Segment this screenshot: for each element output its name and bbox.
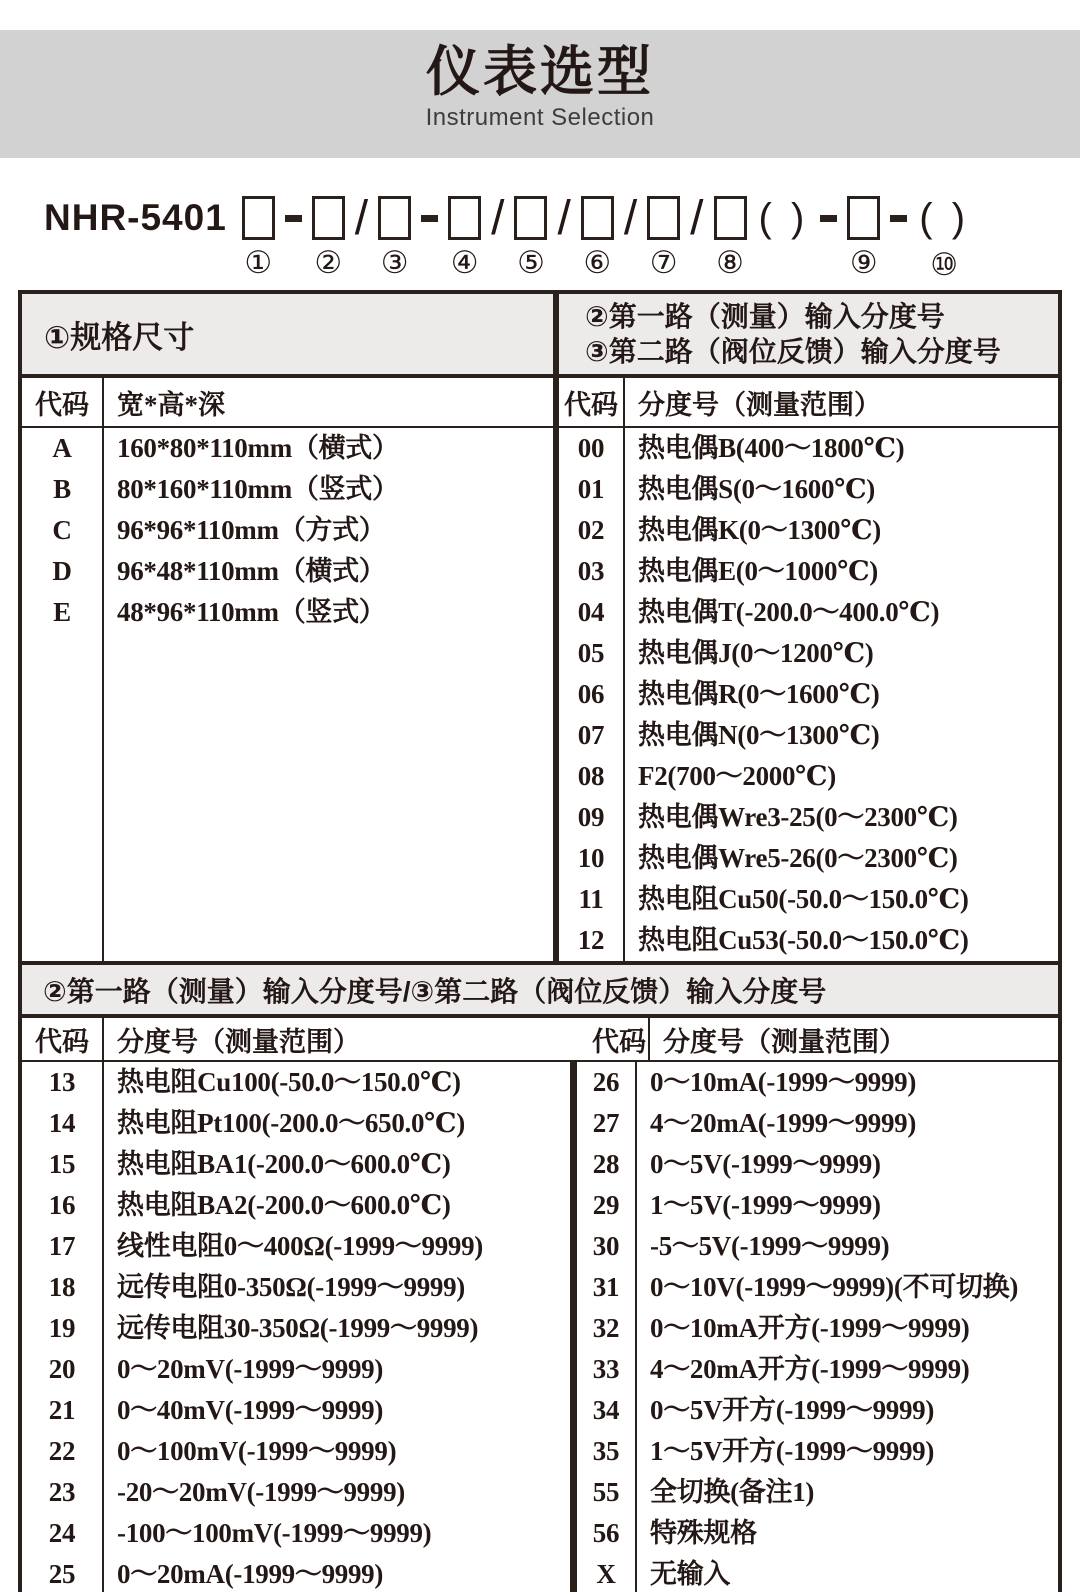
spec-size-cell: 96*96*110mm（方式） [117, 515, 386, 545]
section2-code-cell: 56 [592, 1518, 620, 1548]
input-code-cell: 03 [577, 556, 605, 586]
model-segment [421, 194, 438, 283]
section2-range-cell: 无输入 [650, 1559, 731, 1589]
input-section-band [559, 294, 1058, 378]
dash-separator [890, 194, 907, 242]
paren-group: ( ) [758, 195, 809, 240]
section2-code-cell: 34 [592, 1395, 620, 1425]
model-code-box [714, 196, 747, 240]
input-code-column [559, 428, 625, 961]
input-range-cell: F2(700～2000℃) [638, 761, 836, 791]
section2-code-cell: 31 [592, 1272, 620, 1302]
spec-code-cell: B [53, 474, 71, 504]
model-segment [491, 191, 505, 283]
section2-code-cell: 24 [48, 1518, 76, 1548]
circled-number: ⑥ [583, 245, 612, 281]
input-range-cell: 热电偶R(0～1600℃) [638, 679, 880, 709]
model-code-box [847, 196, 880, 240]
spec-rows [22, 428, 553, 961]
input-section-title-line1: ②第一路（测量）输入分度号 [585, 301, 945, 332]
spec-code-cell: A [52, 433, 72, 463]
section2-range-cell: 远传电阻30-350Ω(-1999～9999) [117, 1313, 479, 1343]
section2-code-cell: 25 [48, 1559, 76, 1589]
spec-size-cell: 48*96*110mm（竖式） [117, 597, 386, 627]
section2-header-range-right: 分度号（测量范围） [663, 1026, 906, 1057]
section2-code-cell: 18 [48, 1272, 76, 1302]
dash-separator [820, 194, 837, 242]
model-code-box [242, 196, 275, 240]
input-code-cell: 06 [577, 679, 605, 709]
input-header-code: 代码 [559, 378, 625, 426]
section2-range-cell: 特殊规格 [650, 1518, 757, 1548]
input-range-cell: 热电偶J(0～1200℃) [638, 638, 874, 668]
section2-header-code-right: 代码 [590, 1018, 650, 1060]
section2-range-cell: 0～10mA开方(-1999～9999) [650, 1313, 970, 1343]
model-segment [890, 194, 907, 283]
section2-code-cell: 14 [48, 1108, 76, 1138]
page-title: 仪表选型 [426, 42, 654, 102]
model-code-box [378, 196, 411, 240]
section2-code-cell: 27 [592, 1108, 620, 1138]
model-segment [242, 194, 275, 281]
input-range-cell: 热电偶T(-200.0～400.0℃) [638, 597, 940, 627]
model-code-box [514, 196, 547, 240]
model-segment [690, 191, 704, 283]
spec-size-cell: 160*80*110mm（横式） [117, 433, 399, 463]
section2-code-cell: 20 [48, 1354, 76, 1384]
slash-separator: / [557, 191, 571, 245]
spec-code-cell: C [52, 515, 72, 545]
section2-code-cell: 28 [592, 1149, 620, 1179]
model-code-segments [242, 191, 981, 283]
section2-code-cell: 35 [592, 1436, 620, 1466]
spec-code-column [22, 428, 104, 961]
input-section-title-line2: ③第二路（阀位反馈）输入分度号 [585, 336, 1001, 367]
input-code-cell: 12 [577, 925, 605, 955]
slash-separator: / [623, 191, 638, 245]
section2-code-cell: 55 [592, 1477, 620, 1507]
model-segment [448, 194, 481, 281]
spec-size-cell: 96*48*110mm（横式） [117, 556, 386, 586]
input-code-cell: 08 [577, 761, 605, 791]
section2-range-cell: -5～5V(-1999～9999) [650, 1231, 890, 1261]
section2-range-cell: 1～5V(-1999～9999) [650, 1190, 881, 1220]
section2-code-cell: 26 [592, 1067, 620, 1097]
input-range-cell: 热电阻Cu53(-50.0～150.0℃) [638, 925, 969, 955]
input-range-cell: 热电阻Cu50(-50.0～150.0℃) [638, 884, 969, 914]
section2-range-cell: 远传电阻0-350Ω(-1999～9999) [117, 1272, 465, 1302]
dash-shape [421, 215, 438, 222]
spec-header-row [22, 378, 553, 428]
section2-range-cell: 0～20mA(-1999～9999) [117, 1559, 384, 1589]
input-header-row [559, 378, 1058, 428]
section2-range-cell: 0～40mV(-1999～9999) [117, 1395, 384, 1425]
circled-number: ⑧ [716, 245, 744, 281]
title-band [0, 30, 1080, 158]
section2-code-cell: 13 [48, 1067, 76, 1097]
slash-separator: / [354, 191, 369, 245]
model-code-box [581, 196, 614, 240]
input-range-cell: 热电偶Wre3-25(0～2300℃) [638, 802, 958, 832]
section2-range-cell: 0～10mA(-1999～9999) [650, 1067, 917, 1097]
model-code-line [44, 191, 981, 283]
model-segment [557, 191, 571, 283]
model-segment [647, 194, 680, 281]
section2-code-cell: 22 [48, 1436, 76, 1466]
section2-range-cell: 4～20mA(-1999～9999) [650, 1108, 917, 1138]
model-segment [285, 194, 302, 283]
model-segment [514, 194, 547, 281]
section2-code-cell: 32 [592, 1313, 620, 1343]
input-code-cell: 09 [577, 802, 605, 832]
spec-section-title: ①规格尺寸 [44, 319, 195, 355]
input-code-cell: 00 [577, 433, 605, 463]
section2-label-column-right [637, 1062, 1058, 1592]
section2-range-cell: 热电阻BA1(-200.0～600.0℃) [117, 1149, 451, 1179]
paren-group: ( ) [919, 195, 970, 240]
circled-number: ⑤ [517, 245, 545, 281]
input-code-cell: 04 [577, 597, 605, 627]
section2-code-cell: 29 [592, 1190, 620, 1220]
dash-separator [285, 194, 302, 242]
section2-code-cell: 23 [48, 1477, 76, 1507]
dash-shape [820, 215, 837, 222]
spec-section-band [22, 294, 553, 378]
section2-range-cell: 4～20mA开方(-1999～9999) [650, 1354, 970, 1384]
section2-range-cell: 0～10V(-1999～9999)(不可切换) [650, 1272, 1019, 1302]
section2-range-cell: 0～5V(-1999～9999) [650, 1149, 881, 1179]
input-range-cell: 热电偶N(0～1300℃) [638, 720, 880, 750]
section2-code-cell: 19 [48, 1313, 76, 1343]
section2-header-code-left: 代码 [22, 1018, 104, 1060]
input-label-column [625, 428, 1058, 961]
section2-code-cell: 30 [592, 1231, 620, 1261]
spec-label-column [104, 428, 553, 961]
circled-number: ⑨ [849, 245, 878, 281]
circled-number: ③ [380, 245, 409, 281]
model-code-box [647, 196, 680, 240]
dash-shape [890, 215, 907, 222]
section2-code-cell: 33 [592, 1354, 620, 1384]
circled-number: ⑩ [930, 247, 959, 283]
input-range-cell: 热电偶B(400～1800℃) [638, 433, 905, 463]
model-segment [820, 194, 837, 283]
input-header-range: 分度号（测量范围） [638, 389, 881, 420]
model-segment [378, 194, 411, 281]
model-segment [623, 191, 638, 283]
section2-range-cell: 1～5V开方(-1999～9999) [650, 1436, 935, 1466]
input-range-cell: 热电偶E(0～1000℃) [638, 556, 878, 586]
section2-code-cell: 21 [48, 1395, 76, 1425]
section2-range-cell: 热电阻Pt100(-200.0～650.0℃) [117, 1108, 465, 1138]
section2-range-cell: 全切换(备注1) [650, 1477, 815, 1507]
circled-number: ① [244, 245, 273, 281]
model-segment [714, 194, 747, 281]
input-code-cell: 11 [578, 884, 604, 914]
input-code-cell: 02 [577, 515, 605, 545]
section2-title: ②第一路（测量）输入分度号/③第二路（阀位反馈）输入分度号 [43, 975, 827, 1007]
slash-separator: / [491, 191, 505, 245]
section2-range-cell: -20～20mV(-1999～9999) [117, 1477, 405, 1507]
model-segment [581, 194, 614, 281]
circled-number: ② [314, 245, 343, 281]
input-range-cell: 热电偶S(0～1600℃) [638, 474, 875, 504]
spec-code-cell: E [53, 597, 71, 627]
section2-header-row [22, 1018, 1058, 1062]
section2-range-cell: 0～5V开方(-1999～9999) [650, 1395, 935, 1425]
slash-separator: / [690, 191, 704, 245]
section2-range-cell: 线性电阻0～400Ω(-1999～9999) [117, 1231, 483, 1261]
input-code-cell: 07 [577, 720, 605, 750]
model-code-box [448, 196, 481, 240]
model-segment [757, 194, 811, 283]
section2-range-cell: -100～100mV(-1999～9999) [117, 1518, 432, 1548]
vertical-divider-bar [570, 1062, 577, 1592]
section2-range-cell: 热电阻BA2(-200.0～600.0℃) [117, 1190, 451, 1220]
model-code-box [312, 196, 345, 240]
spec-header-code: 代码 [22, 378, 104, 426]
section2-range-cell: 0～20mV(-1999～9999) [117, 1354, 384, 1384]
section2-code-cell: 15 [48, 1149, 76, 1179]
input-range-cell: 热电偶K(0～1300℃) [638, 515, 881, 545]
section2-range-cell: 0～100mV(-1999～9999) [117, 1436, 397, 1466]
model-segment [312, 194, 345, 281]
selection-table [18, 290, 1062, 1592]
input-range-cell: 热电偶Wre5-26(0～2300℃) [638, 843, 958, 873]
top-section [22, 294, 1058, 961]
model-number: NHR-5401 [44, 197, 227, 238]
page-subtitle: Instrument Selection [425, 104, 655, 131]
spec-size-cell: 80*160*110mm（竖式） [117, 474, 399, 504]
spec-code-cell: D [52, 556, 72, 586]
section2-code-cell: X [596, 1559, 616, 1589]
section2-band [22, 961, 1058, 1018]
input-code-cell: 10 [577, 843, 605, 873]
input-code-cell: 05 [577, 638, 605, 668]
circled-number: ④ [450, 245, 479, 281]
dash-shape [285, 215, 302, 222]
dash-separator [421, 194, 438, 242]
section2-code-cell: 17 [48, 1231, 76, 1261]
section2-header-range-left: 分度号（测量范围） [117, 1026, 360, 1057]
model-segment [917, 194, 971, 283]
spec-header-size: 宽*高*深 [117, 389, 225, 420]
section2-label-column-left [104, 1062, 570, 1592]
circled-number: ⑦ [649, 245, 678, 281]
input-code-cell: 01 [577, 474, 605, 504]
section2-rows [22, 1062, 1058, 1592]
model-segment [354, 191, 369, 283]
section2-code-cell: 16 [48, 1190, 76, 1220]
input-rows [559, 428, 1058, 961]
section2-code-column-left [22, 1062, 104, 1592]
section2-range-cell: 热电阻Cu100(-50.0～150.0℃) [117, 1067, 461, 1097]
section2-code-column-right [577, 1062, 637, 1592]
model-segment [847, 194, 880, 281]
